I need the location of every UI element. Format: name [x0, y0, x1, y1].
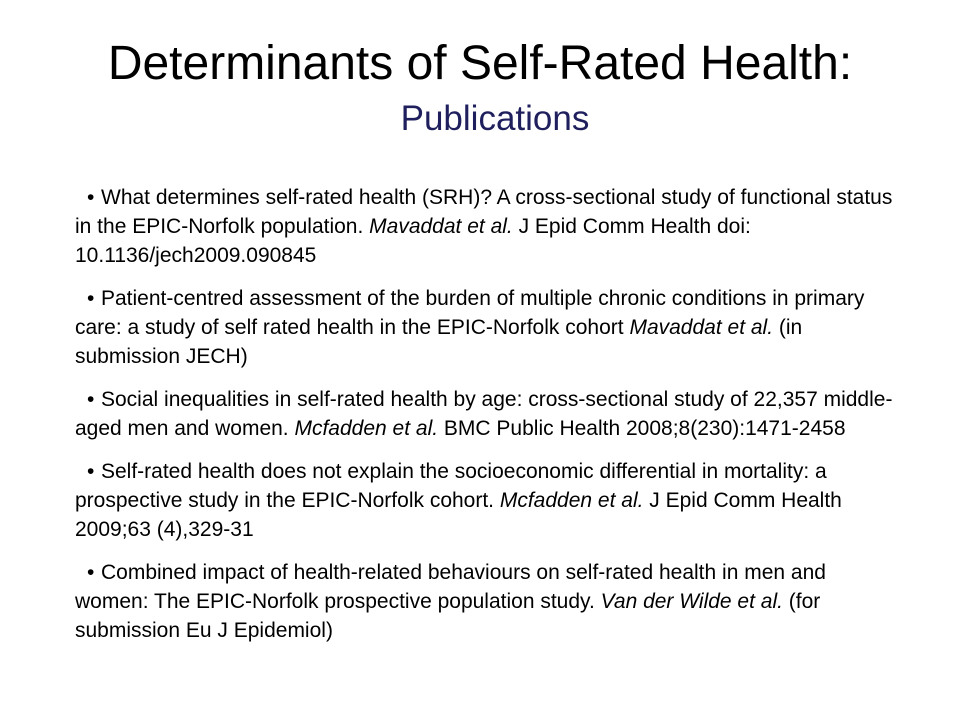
publication-title: What determines self-rated health (SRH)? A cross-sectional study of functional status in the EPIC-Norfolk population. [75, 186, 893, 238]
publication-authors: Van der Wilde et al. [600, 590, 783, 613]
bullet-icon: • [87, 186, 95, 209]
publication-citation: J Epid Comm Health 2009;63 (4),329-31 [75, 489, 842, 541]
publication-authors: Mavaddat et al. [369, 215, 513, 238]
publication-title: Social inequalities in self-rated health by age: cross-sectional study of 22,357 middle-aged men and women. [75, 388, 893, 440]
slide-subtitle: Publications [400, 99, 590, 138]
publication-citation: J Epid Comm Health doi: 10.1136/jech2009.090845 [75, 215, 751, 267]
publication-citation: (in submission JECH) [75, 316, 803, 368]
bullet-icon: • [87, 388, 95, 411]
publication-title: Combined impact of health-related behaviours on self-rated health in men and women: The EPIC-Norfolk prospective population study. [75, 561, 826, 613]
publication-title: Self-rated health does not explain the socioeconomic differential in mortality: a prospective study in the EPIC-Norfolk cohort. [75, 460, 827, 512]
publication-item [75, 183, 905, 270]
publication-citation: (for submission Eu J Epidemiol) [75, 590, 821, 642]
slide-title: Determinants of Self-Rated Health: [107, 37, 853, 90]
bullet-icon: • [87, 287, 95, 310]
publication-list [75, 183, 905, 659]
publication-item [75, 385, 905, 443]
publication-citation: BMC Public Health 2008;8(230):1471-2458 [438, 417, 846, 440]
bullet-icon: • [87, 561, 95, 584]
publication-item [75, 558, 905, 645]
publication-title: Patient-centred assessment of the burden of multiple chronic conditions in primary care: a study of self rated health in the EPIC-Norfolk cohort [75, 287, 865, 339]
bullet-icon: • [87, 460, 95, 483]
publication-authors: Mcfadden et al. [499, 489, 644, 512]
publication-authors: Mavaddat et al. [629, 316, 774, 339]
publication-item [75, 284, 905, 371]
publication-authors: Mcfadden et al. [294, 417, 439, 440]
publication-item [75, 457, 905, 544]
